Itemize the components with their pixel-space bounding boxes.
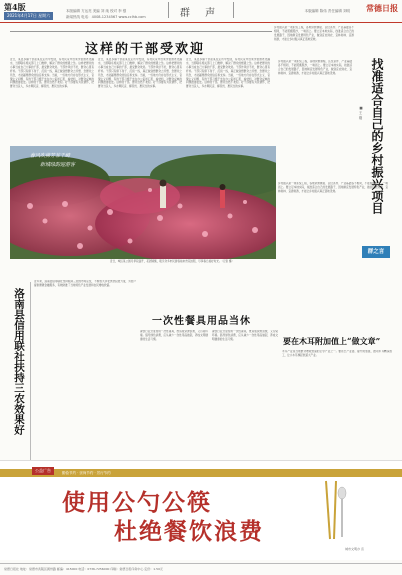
second-article-col-2: 餐饮行业过度使用一次性餐具，既造成资源浪费，又污染环境。倡导绿色消费，应从减少一次性用品做起，养成文明健康的生活习惯。 [212,330,278,341]
photo-title-line-1: 春风吹拂芳菲千嶂 [30,153,71,159]
second-article-col-1: 餐饮行业过度使用一次性餐具，既造成资源浪费，又污染环境。倡导绿色消费，应从减少一次性用品做起，养成文明健康的生活习惯。 [140,330,208,341]
ad-band-text: 勤俭节约 · 崇尚节约 · 厉行节约 [62,471,111,475]
main-headline: 这样的干部受欢迎 [84,42,205,57]
left-article-body: 近年来，洛南县信用联社坚持服务三农的市场定位，不断加大涉农贷款投放力度，为农户提供便捷金融服务，有效助推了当地特色产业发展和农民增收致富。 [34,280,136,287]
header-editors: 本版编辑 陈伟 责任编辑 刘明 [304,9,350,13]
header-meta: 本版编辑 方运亮 美编 刘 纯 校对 李 强 [66,9,127,13]
header-rule [0,22,402,23]
right-article-body-2: 乡村振兴是一项系统工程，各地资源禀赋、区位条件、产业基础各不相同，不能照搬照抄，一哄而上。要立足本地实际，找准适合自己的发展路子，因地制宜发展特色产业，做到宜农则农、宜林则林、宜游则游，才能让乡村振兴真正落地见效。 [278,182,388,193]
right-article-top: 乡村振兴是一项系统工程，各地资源禀赋、区位条件、产业基础各不相同，不能照搬照抄，一哄而上。要立足本地实际，找准适合自己的发展路子，因地制宜发展特色产业，做到宜农则农、宜林则林、宜游则游，才能让乡村振兴真正落地见效。 [274,26,354,41]
main-article-col-1: 近日，某县乡镇干部张某在走访中发现，有村民家中自来水管道老化漏水，当即联系相关部门上门维修，解决了群众的燃眉之急。这样把群众的小事当成自己大事的干部，最受群众欢迎。干部作风好不好，群众心里有杆秤。干部只有俯下身子、沉到一线，真正做到想群众之所想、急群众之所急，才能赢得群众的信任和支持。当前，一些地方仍存在形式主义、官僚主义问题，有的干部习惯于坐在办公室听汇报、看材料，对群众反映的问题推诿扯皮。这样的干部，群众自然不欢迎。好干部要有为民情怀，把群众当亲人，多办顺民意、解民忧、惠民生的实事。 [10,58,94,89]
ad-slogan-line-2: 杜绝餐饮浪费 [114,518,264,545]
photo-caption: 近日，城区某公园月季花盛开，花团锦簇，吸引众多市民游客前来赏花拍照，尽享春日美好时光。（记者 摄） [110,260,235,263]
photo-title [30,152,75,170]
issue-date: 2021年4月17日 星期六 [4,12,53,20]
photo-title-line-2: 新城绿韵迎游客 [40,162,76,168]
ad-band [0,469,402,477]
third-article-body: 木耳产业是当地群众增收致富的主导产业之一。要延长产业链、提升附加值，推动木耳精深加工，让小木耳撑起致富大产业。 [282,350,392,357]
newspaper-brand: 常德日报 [366,3,398,13]
right-byline: ■ 王 刚 [359,106,363,120]
ad-tag: 公益广告 [32,467,54,475]
second-headline: 一次性餐具用品当休 [152,316,251,327]
left-column-rule [30,282,31,462]
right-article-body: 乡村振兴是一项系统工程，各地资源禀赋、区位条件、产业基础各不相同，不能照搬照抄，一哄而上。要立足本地实际，找准适合自己的发展路子，因地制宜发展特色产业，做到宜农则农、宜林则林、宜游则游，才能让乡村振兴真正落地见效。 [278,60,352,75]
third-headline: 要在木耳附加值上“做文章” [283,336,381,346]
ad-slogan-line-1: 使用公勺公筷 [62,489,212,516]
section-tag-badge: 群之言 [362,246,390,258]
ad-source: 城市文明办 宣 [345,547,364,551]
section-title: 群 声 [180,8,222,19]
left-vertical-headline: 洛南县信用联社扶持三农效果好 [13,288,25,435]
page-number: 第4版 [4,2,26,12]
main-article-col-3: 近日，某县乡镇干部张某在走访中发现，有村民家中自来水管道老化漏水，当即联系相关部门上门维修，解决了群众的燃眉之急。这样把群众的小事当成自己大事的干部，最受群众欢迎。干部作风好不好，群众心里有杆秤。干部只有俯下身子、沉到一线，真正做到想群众之所想、急群众之所急，才能赢得群众的信任和支持。当前，一些地方仍存在形式主义、官僚主义问题，有的干部习惯于坐在办公室听汇报、看材料，对群众反映的问题推诿扯皮。这样的干部，群众自然不欢迎。好干部要有为民情怀，把群众当亲人，多办顺民意、解民忧、惠民生的实事。 [186,58,270,89]
headline-rule [10,31,272,32]
right-vertical-headline: 找准适合自己的乡村振兴项目 [370,58,384,214]
main-article-col-2: 近日，某县乡镇干部张某在走访中发现，有村民家中自来水管道老化漏水，当即联系相关部门上门维修，解决了群众的燃眉之急。这样把群众的小事当成自己大事的干部，最受群众欢迎。干部作风好不好，群众心里有杆秤。干部只有俯下身子、沉到一线，真正做到想群众之所想、急群众之所急，才能赢得群众的信任和支持。当前，一些地方仍存在形式主义、官僚主义问题，有的干部习惯于坐在办公室听汇报、看材料，对群众反映的问题推诿扯皮。这样的干部，群众自然不欢迎。好干部要有为民情怀，把群众当亲人，多办顺民意、解民忧、惠民生的实事。 [98,58,182,89]
chopsticks-icon [318,479,348,541]
page-footer: 常德日报社 地址：常德市武陵区朗州路 邮编：415000 电话：0736-7256000 印刷：常德日报印务中心 定价：1.50元 [0,563,402,575]
public-service-ad [0,460,402,560]
header-meta-2: 新闻热线 电话：4008-1234567 www.cclhb.com [66,15,146,19]
